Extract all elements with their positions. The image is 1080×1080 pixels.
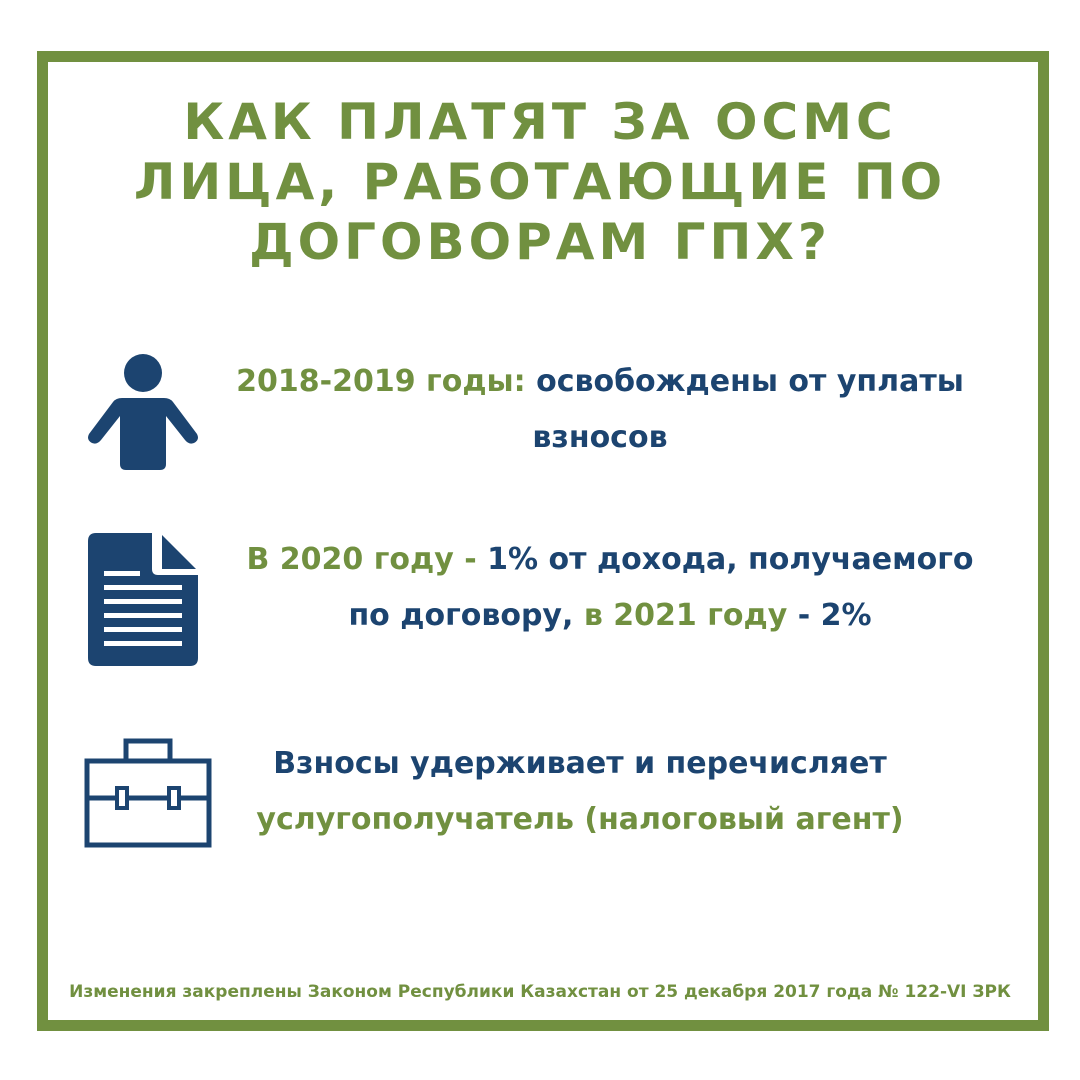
year-2021-label: в 2021 году	[583, 598, 788, 633]
year-2020-label: В 2020 году -	[246, 542, 488, 577]
rate-2020-text: 1% от дохода, получаемого	[487, 542, 974, 577]
document-icon	[88, 533, 198, 666]
info-item-exemption-line-1	[220, 354, 980, 410]
exemption-text: освобождены от уплаты	[525, 364, 964, 399]
info-item-rates	[220, 532, 1000, 644]
title-line-3: ДОГОВОРАМ ГПХ?	[249, 213, 831, 271]
years-label: 2018-2019 годы:	[236, 364, 526, 399]
info-item-agent	[220, 736, 940, 848]
contract-text: по договору,	[348, 598, 584, 633]
info-item-rates-line-1	[220, 532, 1000, 588]
title-line-2: ЛИЦА, РАБОТАЮЩИЕ ПО	[133, 153, 947, 211]
contributions-word: взносов	[532, 420, 668, 455]
briefcase-icon	[84, 738, 212, 848]
person-icon	[86, 352, 200, 472]
title-line-1: КАК ПЛАТЯТ ЗА ОСМС	[183, 93, 897, 151]
info-item-rates-line-2	[220, 588, 1000, 644]
info-item-exemption	[220, 354, 980, 466]
agent-text-line-1: Взносы удерживает и перечисляет	[273, 746, 887, 781]
law-footnote: Изменения закреплены Законом Республики Казахстан от 25 декабря 2017 года № 122-VI ЗРК	[69, 982, 1011, 1002]
rate-2021-text: - 2%	[787, 598, 872, 633]
agent-text-line-2: услугополучатель (налоговый агент)	[256, 802, 904, 837]
page-title	[0, 92, 1080, 272]
